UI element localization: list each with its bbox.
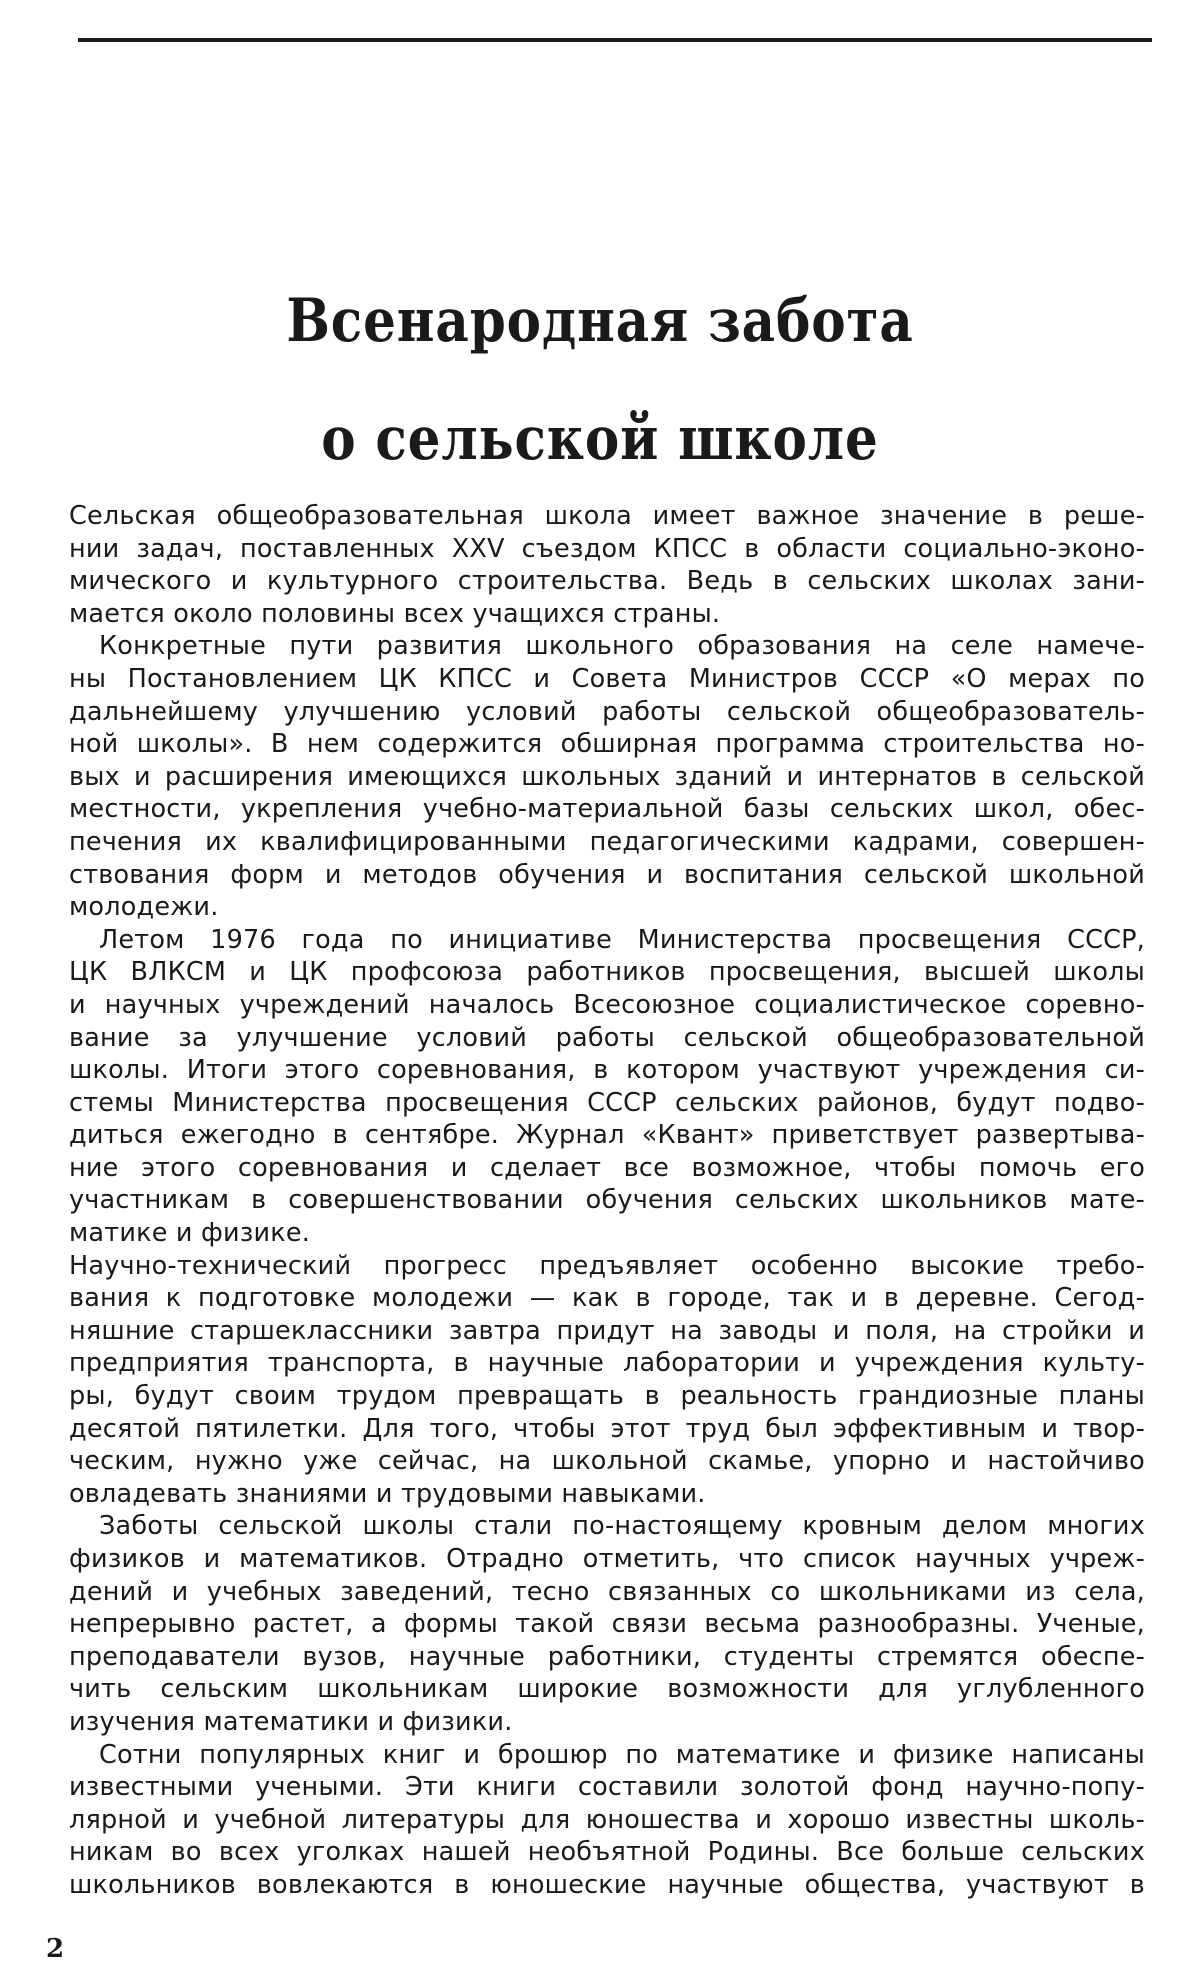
text-line: ры, будут своим трудом превращать в реальность грандиозные планы: [69, 1381, 1145, 1412]
text-line: десятой пятилетки. Для того, чтобы этот труд был эффективным и твор-: [69, 1413, 1145, 1444]
text-line: школы. Итоги этого соревнования, в котором участвуют учреждения си-: [69, 1055, 1145, 1086]
paragraph: [69, 1739, 1145, 1902]
title-line-2: о сельской школе: [321, 404, 879, 474]
text-line: Сельская общеобразовательная школа имеет важное значение в реше-: [69, 501, 1145, 531]
text-line: ние этого соревнования и сделает все возможное, чтобы помочь его: [69, 1152, 1145, 1183]
article-body: [69, 500, 1145, 1902]
text-line: Научно-технический прогресс предъявляет особенно высокие требо-: [69, 1250, 1145, 1281]
text-line: ческим, нужно уже сейчас, на школьной скамье, упорно и настойчиво: [69, 1446, 1145, 1477]
text-line: нии задач, поставленных XXV съездом КПСС в области социально-эконо-: [69, 533, 1145, 564]
text-line: предприятия транспорта, в научные лаборатории и учреждения культу-: [69, 1348, 1145, 1379]
text-line: няшние старшеклассники завтра придут на заводы и поля, на стройки и: [69, 1315, 1145, 1346]
text-line: Конкретные пути развития школьного образования на селе намече-: [99, 631, 1145, 662]
text-line: и научных учреждений началось Всесоюзное социалистическое соревно-: [69, 989, 1145, 1020]
text-line: Сотни популярных книг и брошюр по математике и физике написаны: [99, 1739, 1145, 1770]
text-line: вания к подготовке молодежи — как в городе, так и в деревне. Сегод-: [69, 1283, 1145, 1314]
text-line: молодежи.: [69, 892, 219, 923]
text-line: лярной и учебной литературы для юношества и хорошо известны школь-: [69, 1804, 1145, 1835]
text-line: физиков и математиков. Отрадно отметить, что список научных учреж-: [69, 1544, 1145, 1574]
paragraph: [69, 1510, 1145, 1738]
paragraph: [69, 630, 1145, 923]
text-line: мается около половины всех учащихся страны.: [69, 598, 721, 629]
text-line: печения их квалифицированными педагогическими кадрами, совершен-: [69, 826, 1145, 857]
paragraph: [69, 1250, 1145, 1511]
text-line: дений и учебных заведений, тесно связанных со школьниками из села,: [69, 1576, 1145, 1607]
text-line: диться ежегодно в сентябре. Журнал «Квант» приветствует развертыва-: [69, 1120, 1145, 1151]
text-line: вых и расширения имеющихся школьных зданий и интернатов в сельской: [69, 761, 1145, 792]
title-line-1: Всенародная забота: [286, 286, 914, 356]
text-line: никам во всех уголках нашей необъятной Родины. Все больше сельских: [69, 1837, 1145, 1868]
paragraph: [69, 924, 1145, 1250]
text-line: непрерывно растет, а формы такой связи весьма разнообразны. Ученые,: [69, 1609, 1145, 1640]
text-line: Заботы сельской школы стали по-настоящему кровным делом многих: [99, 1511, 1145, 1542]
article-title: [84, 262, 1116, 498]
text-line: дальнейшему улучшению условий работы сельской общеобразователь-: [69, 696, 1145, 727]
text-line: чить сельским школьникам широкие возможности для углубленного: [69, 1674, 1145, 1705]
text-line: мического и культурного строительства. Ведь в сельских школах зани-: [69, 566, 1145, 597]
text-line: ны Постановлением ЦК КПСС и Совета Министров СССР «О мерах по: [69, 663, 1145, 694]
text-line: местности, укрепления учебно-материальной базы сельских школ, обес-: [69, 794, 1145, 825]
text-line: известными учеными. Эти книги составили золотой фонд научно-попу-: [69, 1772, 1145, 1803]
text-line: ной школы». В нем содержится обширная программа строительства но-: [69, 729, 1145, 760]
text-line: ствования форм и методов обучения и воспитания сельской школьной: [69, 859, 1145, 890]
text-line: ЦК ВЛКСМ и ЦК профсоюза работников просвещения, высшей школы: [69, 957, 1145, 988]
text-line: участникам в совершенствовании обучения сельских школьников мате-: [69, 1185, 1145, 1216]
page-number: 2: [46, 1934, 65, 1964]
text-line: Летом 1976 года по инициативе Министерства просвещения СССР,: [99, 924, 1145, 955]
text-line: овладевать знаниями и трудовыми навыками.: [69, 1478, 706, 1509]
top-rule: [78, 38, 1152, 42]
text-line: матике и физике.: [69, 1218, 311, 1249]
paragraph: [69, 500, 1145, 630]
text-line: вание за улучшение условий работы сельской общеобразовательной: [69, 1022, 1145, 1053]
text-line: школьников вовлекаются в юношеские научные общества, участвуют в: [69, 1869, 1145, 1900]
text-line: изучения математики и физики.: [69, 1706, 513, 1737]
text-line: стемы Министерства просвещения СССР сельских районов, будут подво-: [69, 1087, 1145, 1118]
text-line: преподаватели вузов, научные работники, студенты стремятся обеспе-: [69, 1641, 1145, 1672]
